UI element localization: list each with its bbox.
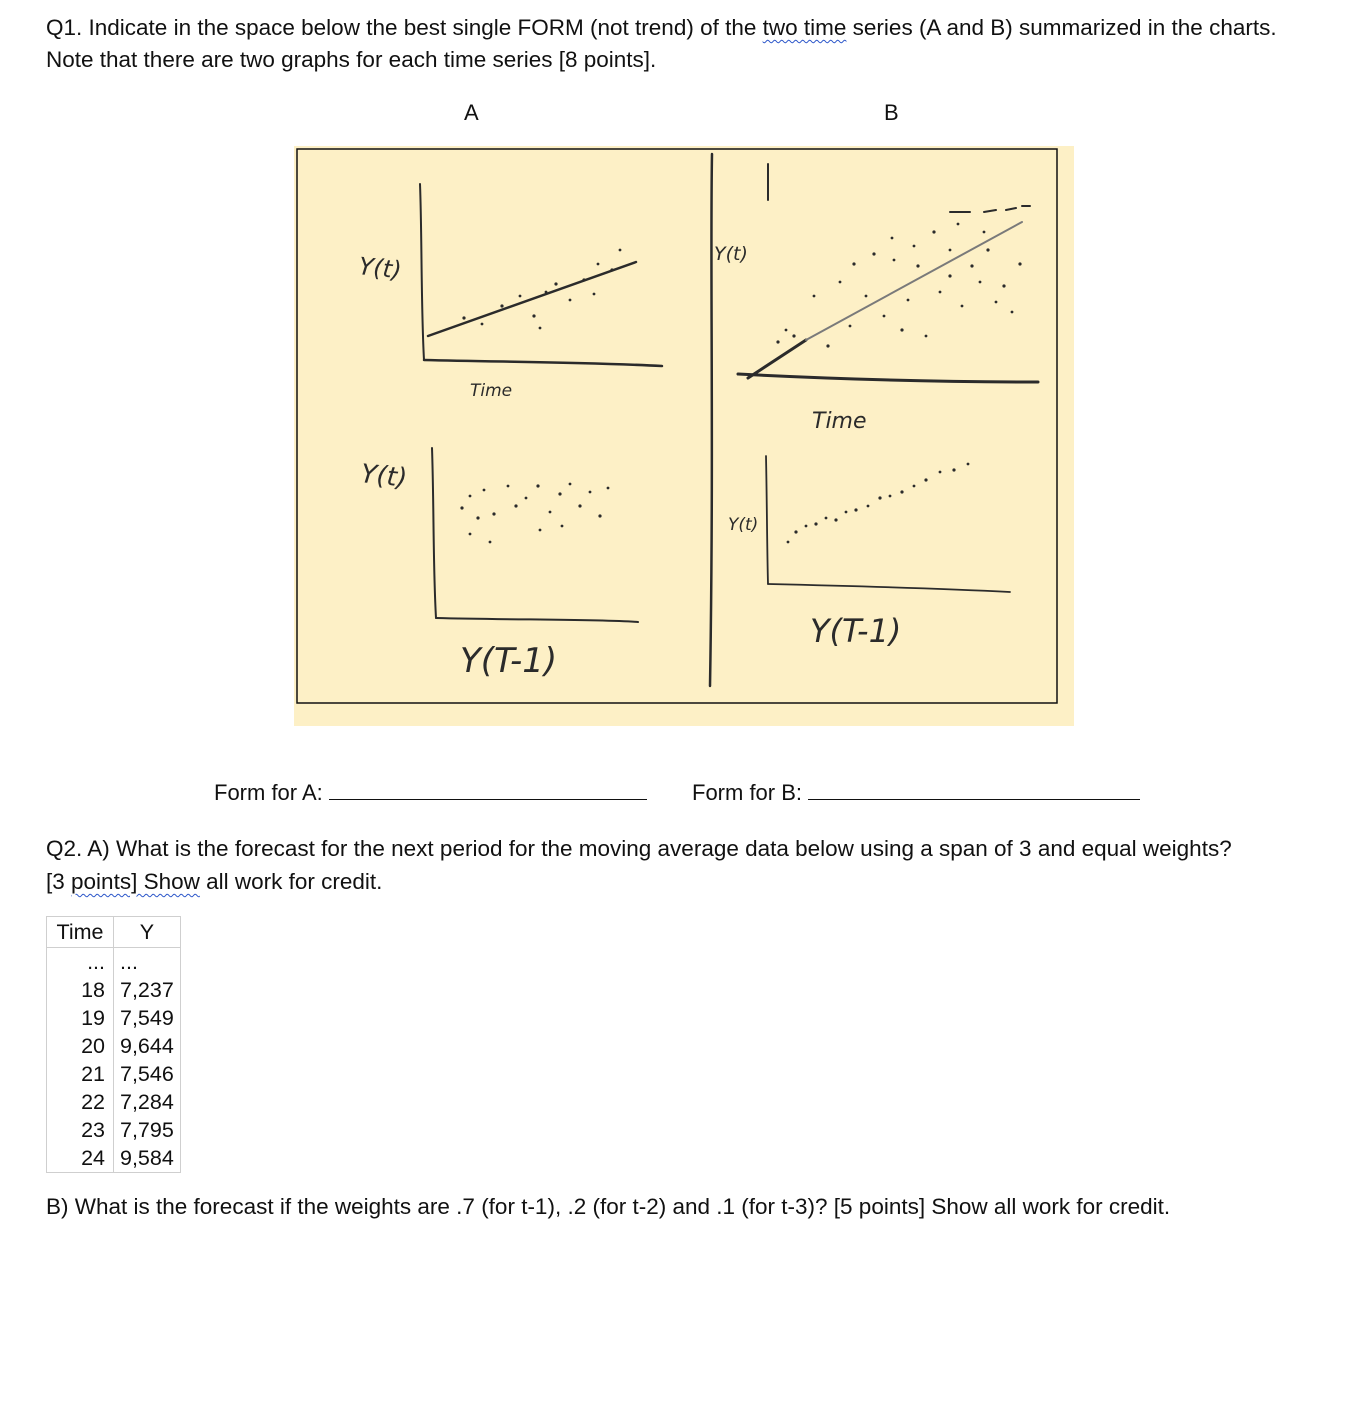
y-cell: ... [120,949,138,974]
question-1 [46,12,1308,76]
b-bottom-ylabel: Y(t) [728,515,759,535]
time-cell: 23 [47,1116,114,1144]
b-top-xlabel: Time [812,409,867,434]
table-row [47,1116,181,1144]
y-cell: 9,644 [120,1033,174,1058]
form-a-label: Form for A: [214,780,323,805]
question-2-part-b: B) What is the forecast if the weights are .7 (for t-1), .2 (for t-2) and .1 (for t-3)? [5 points] Show all work for credit. [46,1194,1171,1219]
y-cell: 7,284 [120,1089,174,1114]
table-row [47,1088,181,1116]
time-cell: 20 [47,1032,114,1060]
table-row [47,1004,181,1032]
q2-bracket-prefix: [3 [46,869,72,894]
q2-line-2 [46,865,1308,898]
hand-drawn-charts [294,146,1074,726]
form-b-answer [692,780,1140,806]
form-a-blank[interactable] [329,781,647,800]
table-row [47,1060,181,1088]
form-b-label: Form for B: [692,780,803,805]
q1-text-start: Q1. Indicate in the space below the best single FORM (not trend) of the [46,15,763,40]
form-a-answer [214,780,647,806]
a-bottom-ylabel: Y(t) [359,459,409,494]
time-series-table [46,916,181,1173]
time-cell: 22 [47,1088,114,1116]
time-cell: ... [47,948,114,977]
form-b-blank[interactable] [808,781,1140,800]
b-bottom-xlabel: Y(T-1) [810,612,902,650]
time-cell: 19 [47,1004,114,1032]
b-top-ylabel: Y(t) [714,243,748,265]
q2-line-1: Q2. A) What is the forecast for the next period for the moving average data below using a span of 3 and equal weights? [46,836,1232,861]
q1-text-end: series (A and B) summarized in the charts. Note that there are two graphs for each time series [8 points]. [46,15,1277,72]
a-top-xlabel: Time [470,381,513,401]
table-row [47,976,181,1004]
q2-line-2-rest: all work for credit. [199,869,383,894]
time-cell: 18 [47,976,114,1004]
time-cell: 24 [47,1144,114,1173]
series-a-label: A [464,100,479,125]
y-cell: 7,546 [120,1061,174,1086]
table-header-y: Y [114,917,181,948]
time-cell: 21 [47,1060,114,1088]
table-row [47,1144,181,1173]
y-cell: 7,549 [120,1005,174,1030]
y-cell: 7,237 [120,977,174,1002]
q1-underlined-phrase: two time [762,15,847,40]
a-bottom-xlabel: Y(T-1) [460,641,558,681]
question-2 [46,832,1308,898]
paper-background [294,146,1074,726]
table-header-row [47,917,181,948]
table-row [47,1032,181,1060]
table-row [47,948,181,977]
y-cell: 7,795 [120,1117,174,1142]
q2-underlined-phrase: points] Show [71,869,200,894]
y-cell: 9,584 [120,1145,174,1170]
a-top-ylabel: Y(t) [357,252,403,285]
series-b-label: B [884,100,899,125]
table-header-time: Time [47,917,114,948]
